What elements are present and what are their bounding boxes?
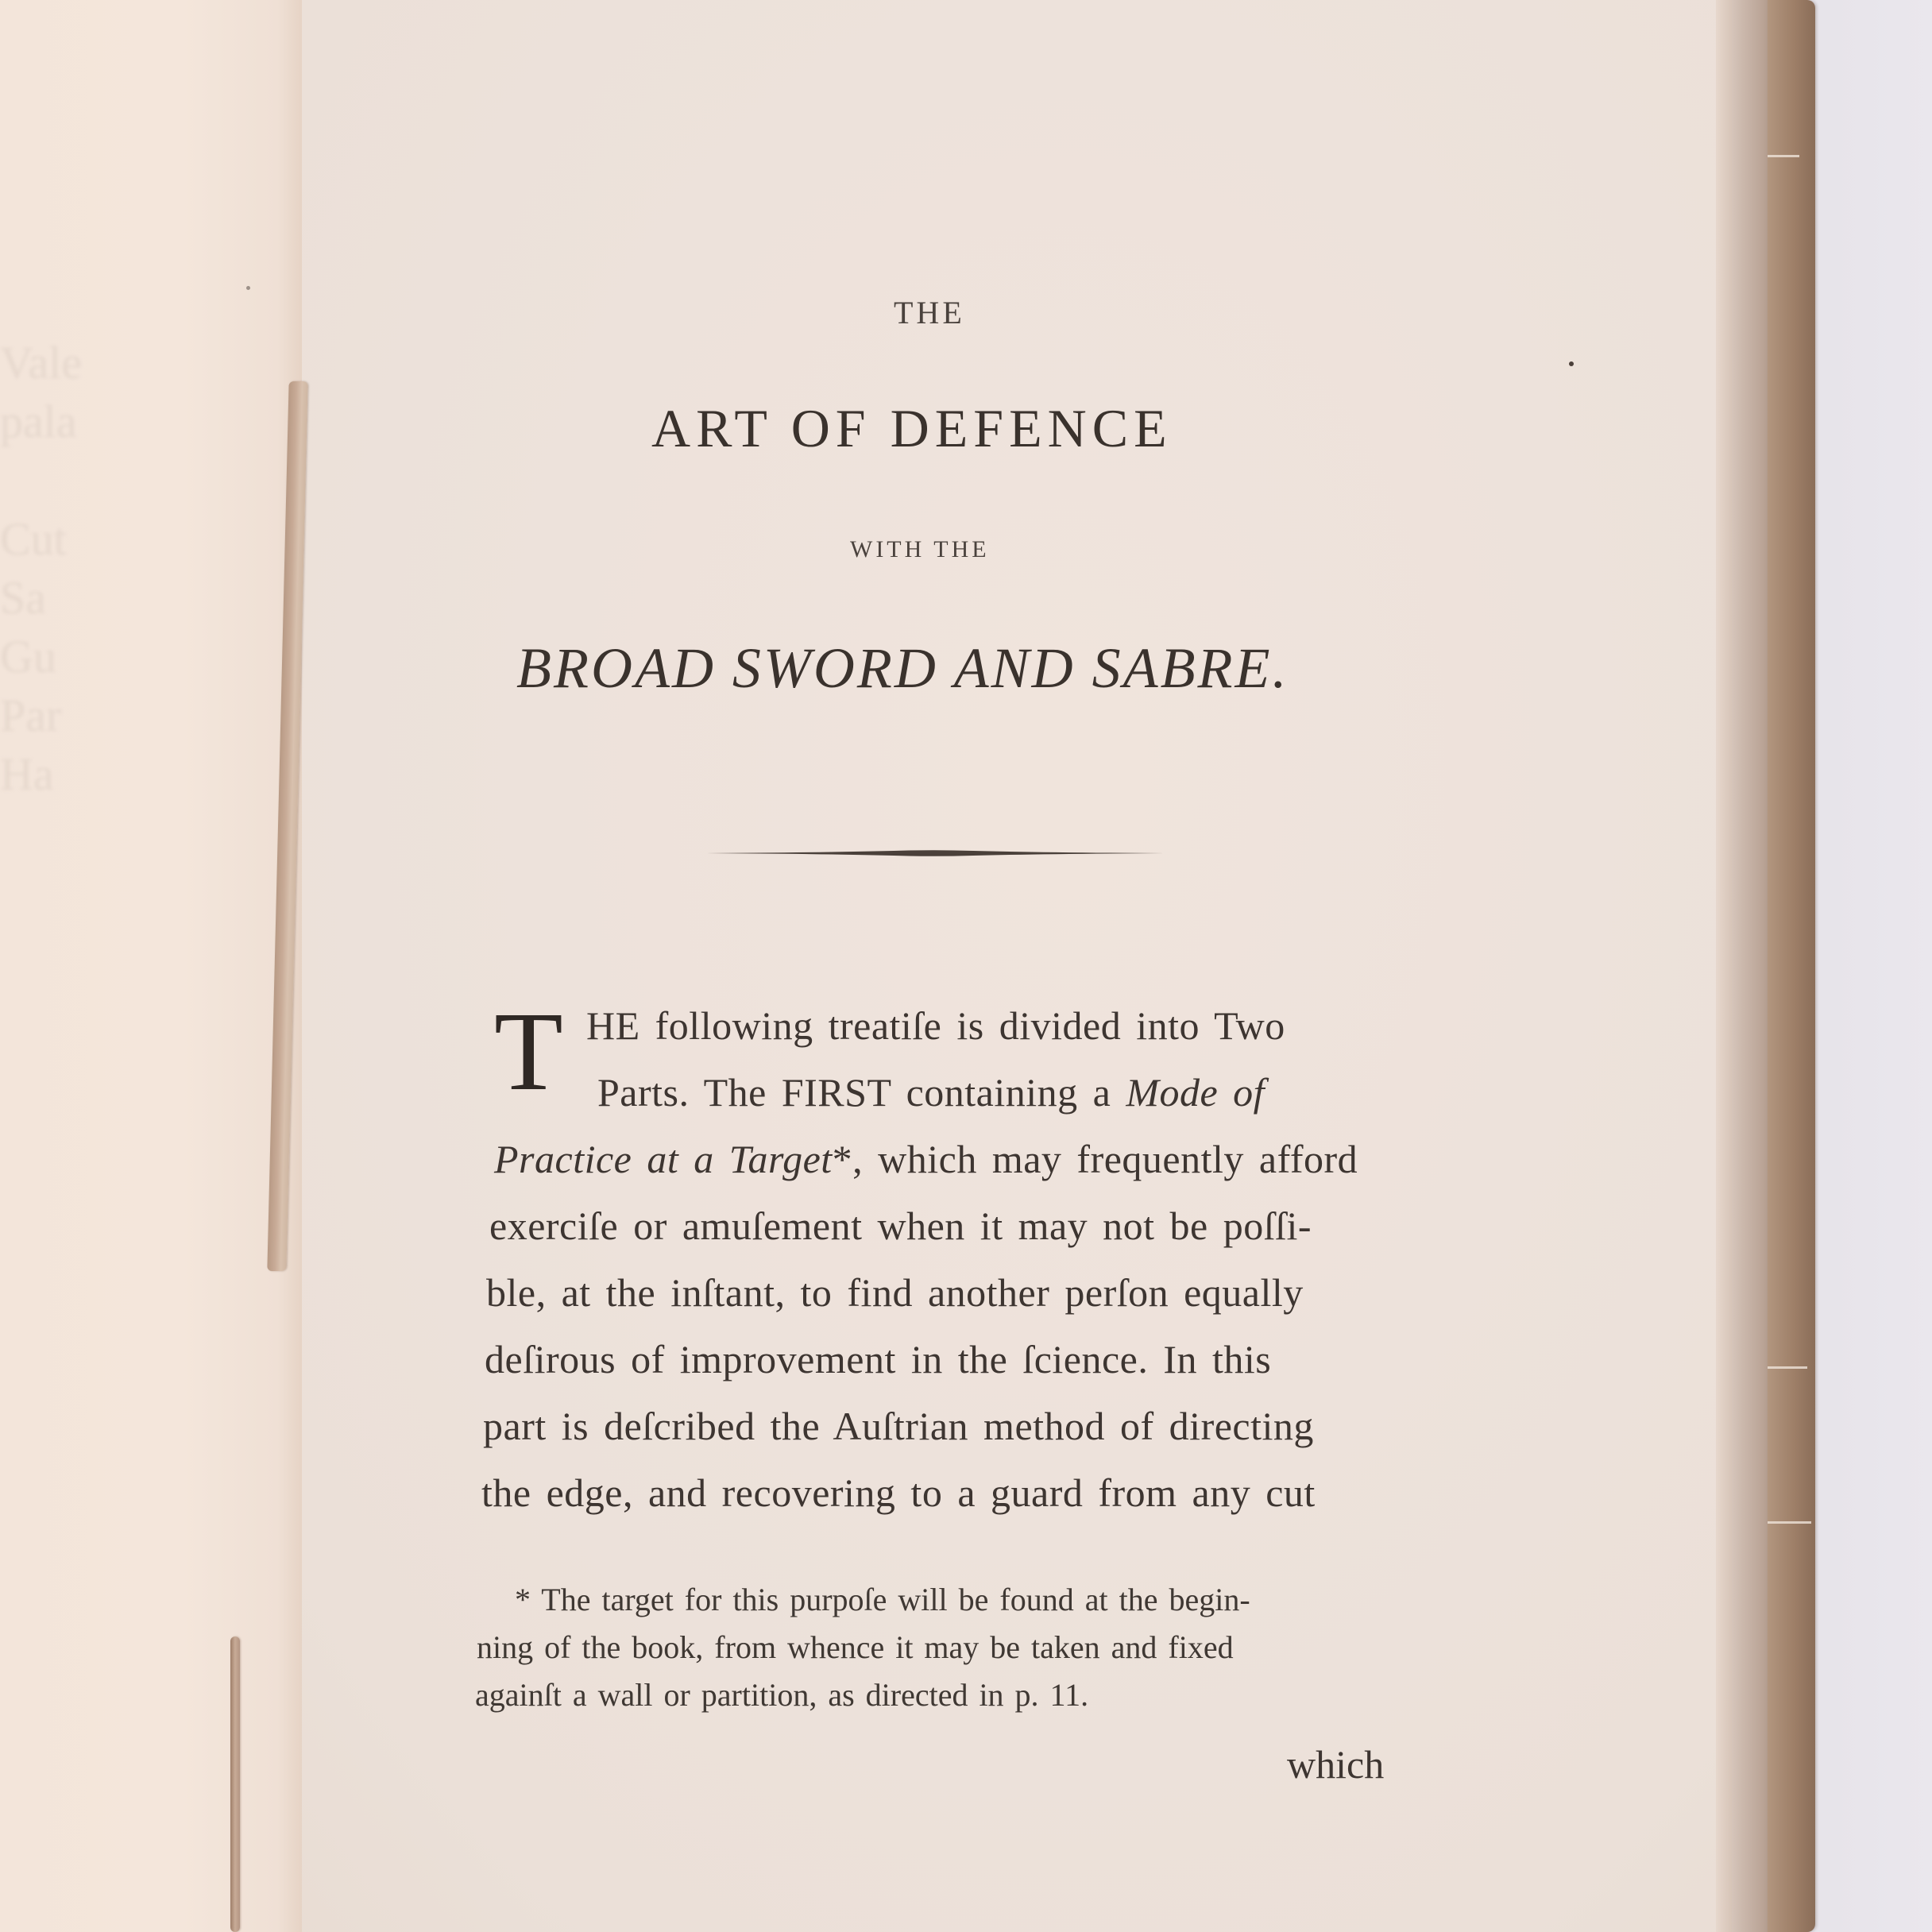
book-title: ART OF DEFENCE: [651, 398, 1173, 458]
footnote-line-2: ning of the book, from whence it may be taken and fixed: [477, 1629, 1234, 1665]
line-text: Parts. The FIRST containing a: [597, 1070, 1126, 1115]
line-text: deſirous of improvement in the ſcience. In this: [485, 1337, 1272, 1381]
footnote-line-1: * The target for this purpoſe will be found at the begin-: [515, 1582, 1250, 1617]
title-the: THE: [894, 295, 965, 330]
body-line-6: [485, 1336, 1271, 1382]
paper-speck: [246, 286, 250, 290]
title-connector: WITH THE: [850, 536, 990, 562]
footnote-line-3: againſt a wall or partition, as directed in p. 11.: [475, 1677, 1089, 1713]
line-text: the edge, and recovering to a guard from any cut: [481, 1470, 1316, 1515]
body-line-7: [483, 1403, 1314, 1449]
line-text: HE following treatiſe is divided into Two: [586, 1003, 1285, 1048]
ornamental-rule-icon: [703, 848, 1164, 858]
paper-speck: [1569, 361, 1574, 366]
deckled-page-edge: [1768, 0, 1815, 1932]
line-text: exerciſe or amuſement when it may not be poſſi-: [489, 1204, 1312, 1248]
body-line-2: [597, 1069, 1265, 1115]
italic-phrase: Mode of: [1126, 1070, 1265, 1115]
page-edge-shadow: [1716, 0, 1772, 1932]
body-line-8: [481, 1470, 1316, 1516]
drop-cap: T: [494, 988, 563, 1114]
body-line-5: [486, 1269, 1304, 1316]
edge-tear: [1768, 155, 1799, 157]
body-line-4: [489, 1203, 1312, 1249]
edge-tear: [1768, 1366, 1807, 1369]
bleed-through-text: Vale pala Cut Sa Gu Par Ha: [0, 337, 83, 800]
italic-phrase: Practice at a Target: [494, 1137, 833, 1181]
line-text: ble, at the inſtant, to find another perſon equally: [486, 1270, 1304, 1315]
line-text: *, which may frequently afford: [832, 1137, 1358, 1181]
book-subtitle: BROAD SWORD AND SABRE.: [516, 636, 1289, 700]
body-line-1: [586, 1003, 1285, 1049]
line-text: part is deſcribed the Auſtrian method of directing: [483, 1404, 1314, 1448]
gutter-thread: [230, 1636, 240, 1932]
body-line-3: [494, 1136, 1358, 1182]
edge-tear: [1768, 1521, 1811, 1524]
left-page: [0, 0, 302, 1932]
catchword: which: [1287, 1742, 1385, 1787]
